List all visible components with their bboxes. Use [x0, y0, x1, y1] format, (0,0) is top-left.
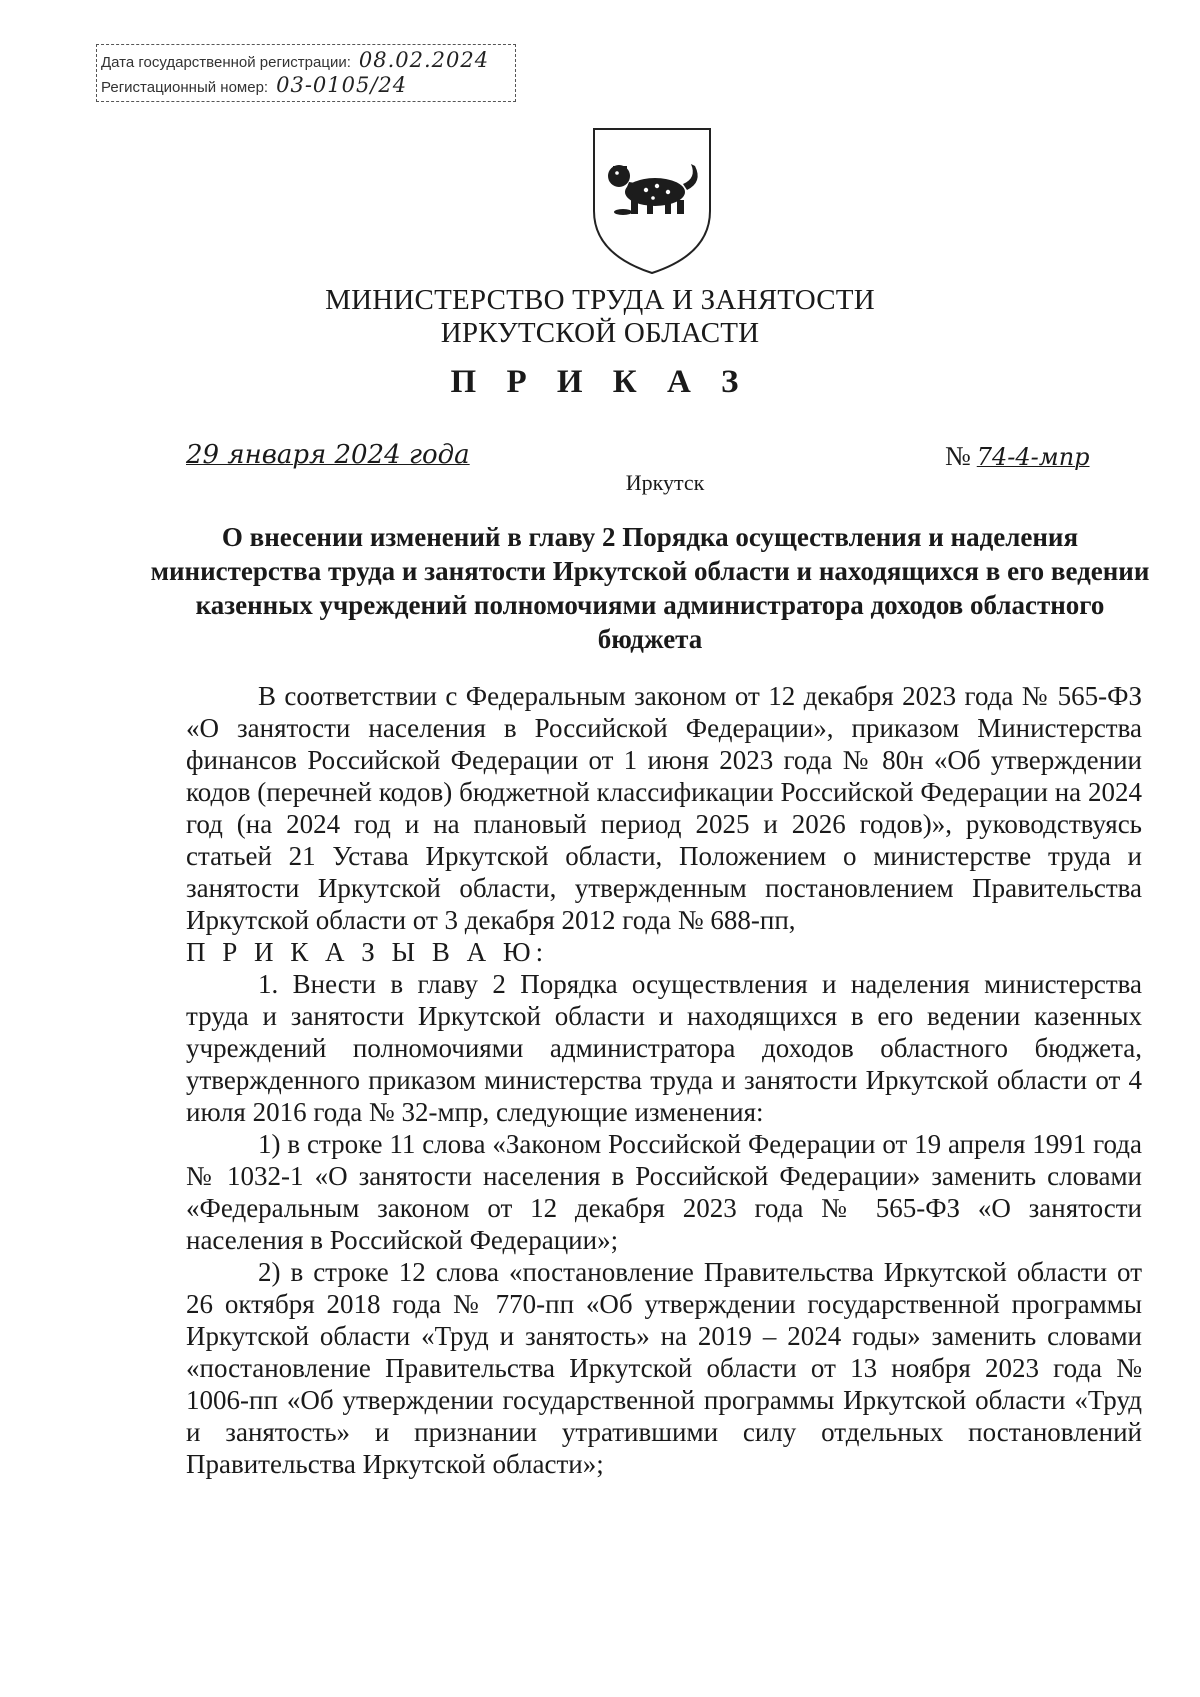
ministry-name-line2: ИРКУТСКОЙ ОБЛАСТИ [440, 317, 760, 349]
subitem-1-paragraph: 1) в строке 11 слова «Законом Российской Федерации от 19 апреля 1991 года № 1032-1 «О занятости населения в Российской Федерации» заменить словами «Федеральным законом от 12 декабря 2023 года № 565-ФЗ «О занятости населения в Российской Федерации»; [186, 1129, 1142, 1255]
order-number [945, 441, 1090, 472]
registration-number-value: 03-0105/24 [276, 73, 408, 97]
coat-of-arms-icon [591, 126, 713, 276]
preamble-paragraph: В соответствии с Федеральным законом от 12 декабря 2023 года № 565-ФЗ «О занятости населения в Российской Федерации», приказом Министерства финансов Российской Федерации от 1 июня 2023 года № 80н «Об утверждении кодов (перечней кодов) бюджетной классификации Российской Федерации на 2024 год (на 2024 год и на плановый период 2025 и 2026 годов)», руководствуясь статьей 21 Устава Иркутской области, Положением о министерстве труда и занятости Иркутской области, утвержденным постановлением Правительства Иркутской области от 3 декабря 2012 года № 688-пп, [186, 681, 1142, 935]
registration-date-label: Дата государственной регистрации: [101, 54, 351, 71]
registration-date-value: 08.02.2024 [358, 48, 490, 72]
order-word: П Р И К А З Ы В А Ю: [186, 937, 549, 967]
item-1-paragraph: 1. Внести в главу 2 Порядка осуществления и наделения министерства труда и занятости Иркутской области и находящихся в его ведении казенных учреждений полномочиями администратора доходов областного бюджета, утвержденного приказом министерства труда и занятости Иркутской области от 4 июля 2016 года № 32-мпр, следующие изменения: [186, 969, 1142, 1127]
order-number-prefix: № [945, 441, 971, 471]
city-label: Иркутск [625, 470, 705, 495]
subitem-2-paragraph: 2) в строке 12 слова «постановление Правительства Иркутской области от 26 октября 2018 года № 770-пп «Об утверждении государственной программы Иркутской области «Труд и занятость» на 2019 – 2024 годы» заменить словами «постановление Правительства Иркутской области от 13 ноября 2023 года № 1006-пп «Об утверждении государственной программы Иркутской области «Труд и занятость» и признании утратившими силу отдельных постановлений Правительства Иркутской области»; [186, 1257, 1142, 1479]
registration-number-label: Регистационный номер: [101, 79, 269, 96]
registration-number-row [101, 74, 407, 96]
order-number-handwritten: 74-4-мпр [976, 443, 1090, 471]
order-date-handwritten: 29 января 2024 года [186, 440, 470, 470]
ministry-name-line1: МИНИСТЕРСТВО ТРУДА И ЗАНЯТОСТИ [325, 284, 875, 316]
registration-date-row [101, 49, 489, 71]
document-title: П Р И К А З [450, 364, 750, 400]
order-body [186, 680, 1142, 1480]
registration-stamp [96, 44, 516, 102]
order-heading: О внесении изменений в главу 2 Порядка осуществления и наделения министерства труда и занятости Иркутской области и находящихся в его ведении казенных учреждений полномочиями администратора доходов областного бюджета [150, 522, 1150, 654]
